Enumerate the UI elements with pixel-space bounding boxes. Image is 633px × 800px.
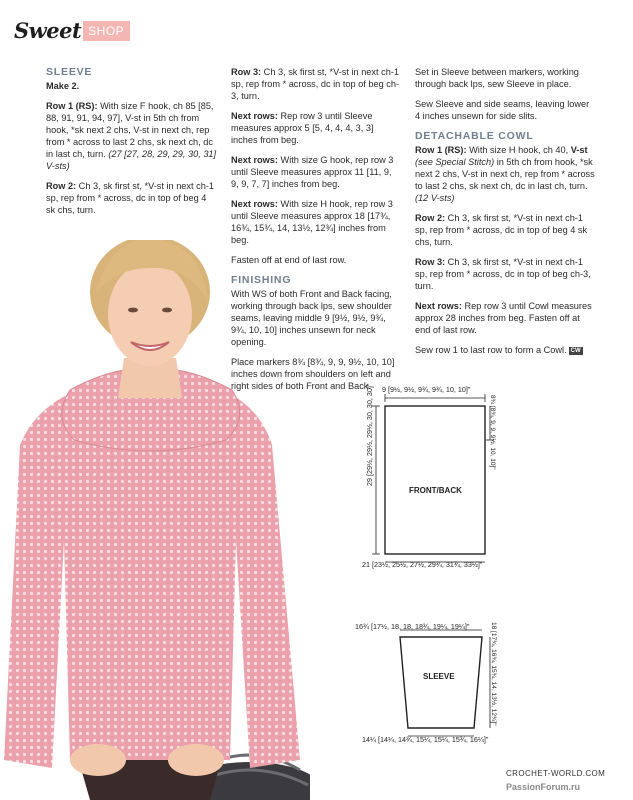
- sew-row-text: [415, 344, 595, 356]
- brand-logo: [14, 18, 130, 43]
- row-label: Next rows:: [231, 111, 278, 121]
- sleeve-right-measurement: 18 [17¾, 16¾, 15¾, 14, 13½, 12¾]": [490, 622, 497, 726]
- sleeve-row-2: [46, 180, 218, 216]
- sleeve-row-1: [46, 100, 218, 172]
- row-label: Row 1 (RS):: [46, 101, 98, 111]
- front-bottom-measurement: 21 [23½, 25½, 27½, 29¾, 31¾, 33½]": [362, 560, 483, 569]
- row-text: Ch 3, sk first st, *V-st in next ch-1 sp, rep from * across, dc in top of beg 4 sk chs, turn.: [415, 213, 588, 247]
- row-label: Next rows:: [231, 199, 278, 209]
- finishing-paragraph-1: With WS of both Front and Back facing, working through back lps, sew shoulder seams, leaving middle 9 [9½, 9½, 9¾, 9¾, 10, 10] inches unsewn for neck opening.: [231, 289, 392, 347]
- special-stitch-ref: (see Special Stitch): [415, 157, 495, 167]
- row-text: Ch 3, sk first st, *V-st in next ch-1 sp, rep from * across, dc in top of beg 4 sk chs, turn.: [46, 181, 214, 215]
- end-mark-icon: CW: [570, 348, 581, 354]
- stitch-count: (27 [27, 28, 29, 29, 30, 31] V-sts): [46, 149, 217, 171]
- row-label: Row 1 (RS):: [415, 145, 467, 155]
- row-text: With size H hook, rep row 3 until Sleeve measures approx 18 [17¾, 16¾, 15¾, 14, 13½, 12¾] inches from beg.: [231, 199, 393, 245]
- row-text: With size H hook, ch 40,: [466, 145, 571, 155]
- instructions-column-3: [415, 66, 595, 364]
- row-text: Ch 3, sk first st, *V-st in next ch-1 sp, rep from * across, dc in top of beg ch-3, turn.: [231, 67, 400, 101]
- cowl-next-rows: [415, 300, 595, 336]
- logo-shop-badge: SHOP: [83, 21, 130, 41]
- sleeve-bottom-measurement: 14¼ [14¼, 14¾, 15¼, 15¼, 15¾, 16¼]": [362, 735, 489, 744]
- sleeve-heading: SLEEVE: [46, 66, 93, 78]
- sleeve-top-measurement: 16¾ [17½, 18, 18, 18¾, 19¼, 19¼]": [355, 622, 470, 631]
- vst-term: V-st: [570, 145, 588, 155]
- sew-seams-text: Sew Sleeve and side seams, leaving lower 4 inches unsewn for side slits.: [415, 99, 590, 121]
- fasten-off-text: Fasten off at end of last row.: [231, 255, 347, 265]
- cowl-row-3: [415, 256, 595, 292]
- row-text: With size F hook, ch 85 [85, 88, 91, 91, 94, 97], V-st in 5th ch from hook, *sk next 2 chs, V-st in next ch, rep from * across to last 2 chs, sk next ch, dc in last ch, turn.: [46, 101, 214, 159]
- set-in-sleeve-text: Set in Sleeve between markers, working through back lps, sew Sleeve in place.: [415, 67, 579, 89]
- row-text: Ch 3, sk first st, *V-st in next ch-1 sp, rep from * across, dc in top of beg ch-3, turn.: [415, 257, 591, 291]
- front-back-rectangle: [385, 406, 485, 554]
- logo-script-text: Sweet: [14, 18, 82, 43]
- sleeve-next-rows-3: [231, 198, 401, 246]
- sleeve-next-rows-2: [231, 154, 401, 190]
- sleeve-label: SLEEVE: [423, 672, 455, 681]
- sew-row-label: Sew row 1 to last row to form a Cowl.: [415, 345, 567, 355]
- row-label: Row 3:: [415, 257, 446, 267]
- row-text: Rep row 3 until Cowl measures approx 28 inches from beg. Fasten off at end of last row.: [415, 301, 592, 335]
- sleeve-row-3: [231, 66, 401, 102]
- row-label: Next rows:: [415, 301, 462, 311]
- finishing-heading: FINISHING: [231, 274, 292, 286]
- row-text: With size G hook, rep row 3 until Sleeve measures approx 11 [11, 9, 9, 9, 7, 7] inches from beg.: [231, 155, 394, 189]
- stitch-count: (12 V-sts): [415, 193, 455, 203]
- front-top-measurement: 9 [9½, 9½, 9¾, 9¾, 10, 10]": [382, 385, 471, 394]
- row-label: Next rows:: [231, 155, 278, 165]
- model-photo: [0, 240, 310, 800]
- cowl-row-2: [415, 212, 595, 248]
- cowl-heading: DETACHABLE COWL: [415, 130, 534, 142]
- front-left-measurement: 29 [29½, 29½, 29½, 30, 30, 30]": [365, 383, 374, 486]
- row-label: Row 3:: [231, 67, 262, 77]
- watermark-text: PassionForum.ru: [506, 782, 581, 792]
- finishing-paragraph-2: Place markers 8¾ [8¾, 9, 9, 9½, 10, 10] inches down from shoulders on left and right sides of both Front and Back.: [231, 357, 395, 391]
- instructions-column-1: [46, 66, 218, 224]
- cowl-row-1: [415, 144, 595, 204]
- front-right-measurement: 8¾ [8¾, 9, 9, 9½, 10, 10]": [489, 395, 496, 470]
- sleeve-next-rows-1: [231, 110, 401, 146]
- row-label: Row 2:: [46, 181, 77, 191]
- row-label: Row 2:: [415, 213, 446, 223]
- site-url: CROCHET-WORLD.COM: [506, 769, 606, 778]
- make-count: Make 2.: [46, 81, 80, 91]
- front-back-label: FRONT/BACK: [409, 486, 462, 495]
- row-text: in 5th ch from hook, *sk next 2 chs, V-st in next ch, rep from * across to last 2 chs, sk next ch, dc in last ch, turn.: [415, 157, 595, 191]
- row-text: Rep row 3 until Sleeve measures approx 5 [5, 4, 4, 4, 3, 3] inches from beg.: [231, 111, 374, 145]
- sleeve-trapezoid: [400, 637, 482, 728]
